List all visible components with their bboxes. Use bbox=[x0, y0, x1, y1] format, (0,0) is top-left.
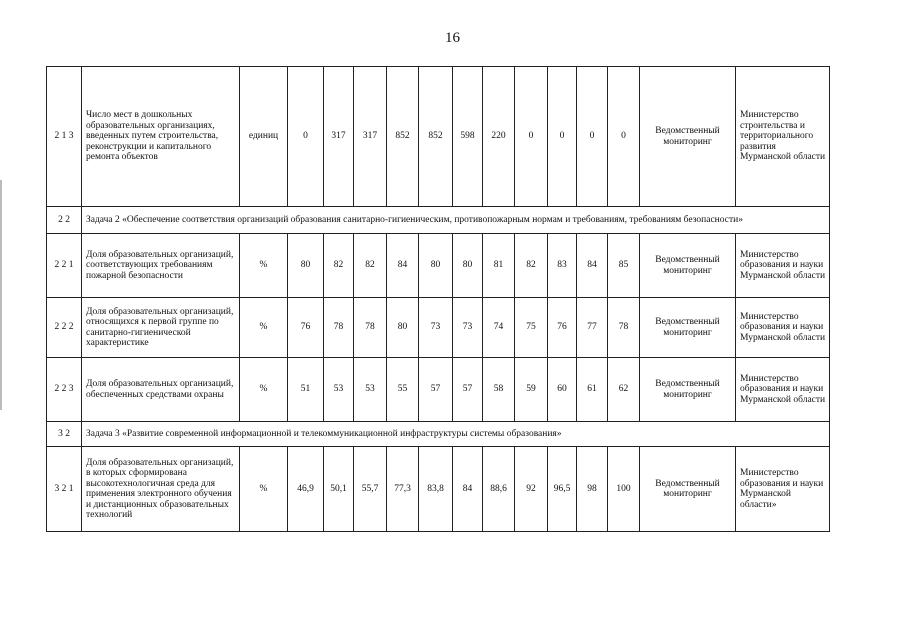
value-cell: 98 bbox=[577, 447, 608, 532]
value-cell: 50,1 bbox=[324, 447, 354, 532]
value-cell: 84 bbox=[577, 234, 608, 298]
source-cell: Ведомственный мониторинг bbox=[640, 67, 736, 207]
row-number-cell: 2 2 1 bbox=[47, 234, 82, 298]
value-cell: 73 bbox=[419, 298, 453, 358]
indicator-row bbox=[47, 447, 830, 532]
row-number-cell: 2 2 bbox=[47, 207, 82, 234]
value-cell: 84 bbox=[387, 234, 419, 298]
value-cell: 83,8 bbox=[419, 447, 453, 532]
source-cell: Ведомственный мониторинг bbox=[640, 447, 736, 532]
value-cell: 58 bbox=[483, 358, 515, 422]
unit-cell: единиц bbox=[240, 67, 288, 207]
value-cell: 84 bbox=[453, 447, 483, 532]
task-title-cell: Задача 2 «Обеспечение соответствия организаций образования санитарно-гигиеническим, противопожарным нормам и требованиям, требованиям безопасности» bbox=[82, 207, 830, 234]
value-cell: 55 bbox=[387, 358, 419, 422]
indicator-row bbox=[47, 298, 830, 358]
value-cell: 55,7 bbox=[354, 447, 387, 532]
row-number-cell: 3 2 1 bbox=[47, 447, 82, 532]
value-cell: 598 bbox=[453, 67, 483, 207]
value-cell: 77,3 bbox=[387, 447, 419, 532]
page-number: 16 bbox=[445, 30, 460, 46]
value-cell: 73 bbox=[453, 298, 483, 358]
value-cell: 220 bbox=[483, 67, 515, 207]
value-cell: 57 bbox=[453, 358, 483, 422]
value-cell: 0 bbox=[515, 67, 548, 207]
value-cell: 57 bbox=[419, 358, 453, 422]
source-cell: Ведомственный мониторинг bbox=[640, 298, 736, 358]
value-cell: 92 bbox=[515, 447, 548, 532]
indicator-row bbox=[47, 358, 830, 422]
value-cell: 53 bbox=[354, 358, 387, 422]
source-cell: Ведомственный мониторинг bbox=[640, 358, 736, 422]
unit-cell: % bbox=[240, 234, 288, 298]
value-cell: 80 bbox=[288, 234, 324, 298]
responsible-agency-cell: Министерство образования и науки Мурманской области bbox=[736, 298, 830, 358]
value-cell: 317 bbox=[354, 67, 387, 207]
row-number-cell: 2 2 2 bbox=[47, 298, 82, 358]
responsible-agency-cell: Министерство образования и науки Мурманской области bbox=[736, 358, 830, 422]
value-cell: 96,5 bbox=[548, 447, 577, 532]
value-cell: 46,9 bbox=[288, 447, 324, 532]
value-cell: 852 bbox=[387, 67, 419, 207]
task-row bbox=[47, 422, 830, 447]
value-cell: 82 bbox=[354, 234, 387, 298]
value-cell: 61 bbox=[577, 358, 608, 422]
value-cell: 88,6 bbox=[483, 447, 515, 532]
indicator-name-cell: Число мест в дошкольных образовательных организациях, введенных путем строительства, реконструкции и капитального ремонта объектов bbox=[82, 67, 240, 207]
value-cell: 83 bbox=[548, 234, 577, 298]
unit-cell: % bbox=[240, 358, 288, 422]
task-title-cell: Задача 3 «Развитие современной информационной и телекоммуникационной инфраструктуры системы образования» bbox=[82, 422, 830, 447]
indicator-row bbox=[47, 67, 830, 207]
value-cell: 60 bbox=[548, 358, 577, 422]
task-row bbox=[47, 207, 830, 234]
value-cell: 74 bbox=[483, 298, 515, 358]
responsible-agency-cell: Министерство строительства и территориального развития Мурманской области bbox=[736, 67, 830, 207]
responsible-agency-cell: Министерство образования и науки Мурманской области» bbox=[736, 447, 830, 532]
indicator-name-cell: Доля образовательных организаций, обеспеченных средствами охраны bbox=[82, 358, 240, 422]
value-cell: 75 bbox=[515, 298, 548, 358]
value-cell: 82 bbox=[324, 234, 354, 298]
value-cell: 852 bbox=[419, 67, 453, 207]
value-cell: 53 bbox=[324, 358, 354, 422]
row-number-cell: 3 2 bbox=[47, 422, 82, 447]
value-cell: 78 bbox=[354, 298, 387, 358]
value-cell: 76 bbox=[548, 298, 577, 358]
value-cell: 77 bbox=[577, 298, 608, 358]
row-number-cell: 2 1 3 bbox=[47, 67, 82, 207]
value-cell: 0 bbox=[608, 67, 640, 207]
value-cell: 0 bbox=[288, 67, 324, 207]
value-cell: 80 bbox=[387, 298, 419, 358]
value-cell: 85 bbox=[608, 234, 640, 298]
unit-cell: % bbox=[240, 298, 288, 358]
value-cell: 76 bbox=[288, 298, 324, 358]
responsible-agency-cell: Министерство образования и науки Мурманской области bbox=[736, 234, 830, 298]
value-cell: 59 bbox=[515, 358, 548, 422]
value-cell: 100 bbox=[608, 447, 640, 532]
indicator-row bbox=[47, 234, 830, 298]
value-cell: 0 bbox=[548, 67, 577, 207]
value-cell: 51 bbox=[288, 358, 324, 422]
indicator-name-cell: Доля образовательных организаций, относящихся к первой группе по санитарно-гигиенической характеристике bbox=[82, 298, 240, 358]
value-cell: 62 bbox=[608, 358, 640, 422]
source-cell: Ведомственный мониторинг bbox=[640, 234, 736, 298]
row-number-cell: 2 2 3 bbox=[47, 358, 82, 422]
value-cell: 80 bbox=[419, 234, 453, 298]
value-cell: 317 bbox=[324, 67, 354, 207]
value-cell: 78 bbox=[324, 298, 354, 358]
indicator-name-cell: Доля образовательных организаций, в которых сформирована высокотехнологичная среда для применения электронного обучения и дистанционных образовательных технологий bbox=[82, 447, 240, 532]
indicators-table bbox=[46, 66, 830, 532]
value-cell: 78 bbox=[608, 298, 640, 358]
value-cell: 80 bbox=[453, 234, 483, 298]
value-cell: 0 bbox=[577, 67, 608, 207]
value-cell: 81 bbox=[483, 234, 515, 298]
indicator-name-cell: Доля образовательных организаций, соответствующих требованиям пожарной безопасности bbox=[82, 234, 240, 298]
value-cell: 82 bbox=[515, 234, 548, 298]
scan-edge-mark bbox=[0, 180, 2, 410]
unit-cell: % bbox=[240, 447, 288, 532]
